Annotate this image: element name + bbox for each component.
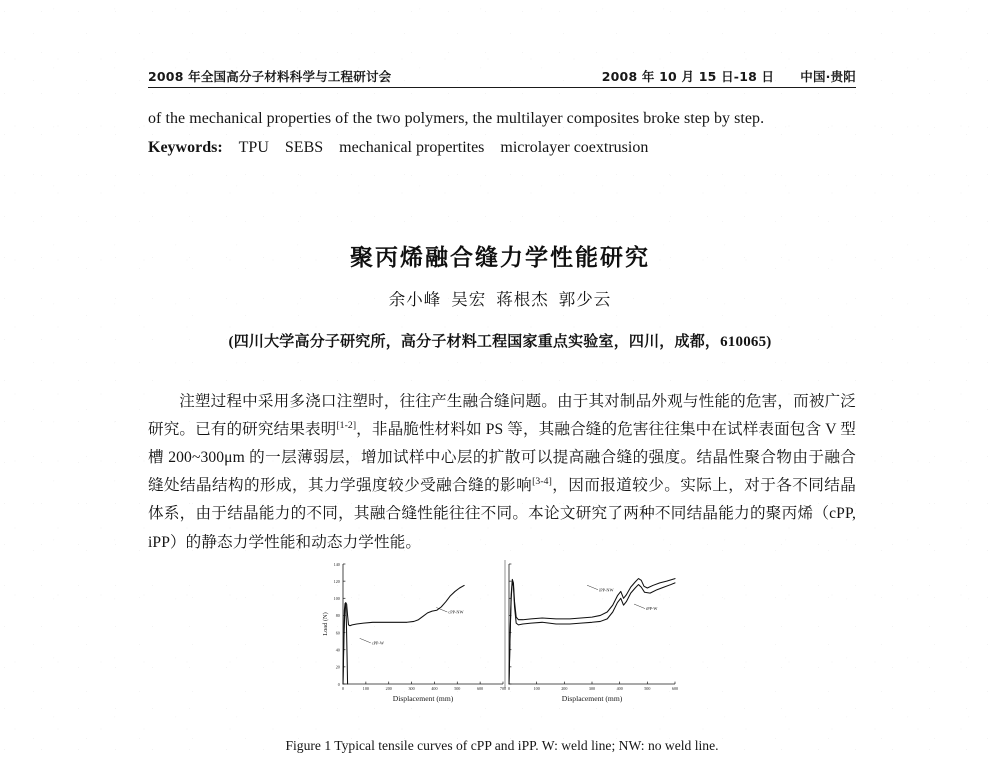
y-tick-label: 20 <box>335 664 340 670</box>
x-axis-label: Displacement (mm) <box>561 694 623 703</box>
page-title: 聚丙烯融合缝力学性能研究 <box>350 245 650 272</box>
chart-panel-right <box>508 564 678 703</box>
y-tick-label: 140 <box>333 561 340 567</box>
y-tick-label: 80 <box>335 613 340 619</box>
author-name: 余小峰 <box>388 290 442 309</box>
x-tick-label: 400 <box>431 686 438 692</box>
affiliation: (四川大学高分子研究所，高分子材料工程国家重点实验室，四川，成都，610065) <box>228 334 772 350</box>
body-text-run: 注塑过程中采用多浇口注塑时，往往产生融合缝问题。由于其对制品外观与性能的危害，而被广泛研究。已有的研究结果表明 <box>148 392 856 438</box>
x-tick-label: 600 <box>671 686 679 692</box>
tensile-curves-chart <box>313 556 688 721</box>
body-text-run: ，因而报道较少。实际上，对于各不同结晶体系，由于结晶能力的不同，其融合缝性能往往不同。本论文研究了两种不同结晶能力的聚丙烯（cPP, iPP）的静态力学性能和动态力学性能。 <box>148 477 856 551</box>
curve-annotation-cPP-W: cPP-W <box>371 640 384 646</box>
x-tick-label: 300 <box>408 686 415 692</box>
x-tick-label: 0 <box>341 686 345 692</box>
data-series-iPP-W <box>509 581 675 684</box>
x-tick-label: 500 <box>454 686 461 692</box>
x-tick-label: 200 <box>385 686 392 692</box>
header-date: 2008 年 10 月 15 日-18 日 <box>601 69 775 84</box>
data-series-cPP-NW <box>343 585 464 684</box>
author-list <box>0 286 1000 310</box>
x-axis-label: Displacement (mm) <box>392 694 454 703</box>
body-paragraph <box>148 388 856 557</box>
figure-caption: Figure 1 Typical tensile curves of cPP and iPP. W: weld line; NW: no weld line. <box>285 738 719 753</box>
header-location: 中国·贵阳 <box>800 69 856 84</box>
keyword-item: microlayer coextrusion <box>500 139 649 156</box>
keywords-label: Keywords: <box>148 139 223 156</box>
curve-annotation-cPP-NW: cPP-NW <box>448 609 464 615</box>
annotation-leader-line <box>587 585 598 590</box>
data-series-iPP-NW <box>509 579 675 684</box>
keyword-item: mechanical propertites <box>339 139 485 156</box>
y-tick-label: 120 <box>333 578 340 584</box>
x-tick-label: 200 <box>561 686 568 692</box>
keywords-line <box>148 137 854 159</box>
author-name: 郭少云 <box>558 290 612 309</box>
figure-1 <box>313 556 688 721</box>
y-tick-label: 0 <box>337 681 340 687</box>
body-text-run: ，非晶脆性材料如 PS 等，其融合缝的危害往往集中在试样表面包含 V 型槽 200~300μm 的一层薄弱层，增加试样中心层的扩散可以提高融合缝的强度。结晶性聚合物由于融合缝处结晶结构的形成，其力学强度较少受融合缝的影响 <box>148 420 856 495</box>
x-tick-label: 300 <box>588 686 596 692</box>
x-tick-label: 600 <box>477 686 484 692</box>
annotation-leader-line <box>634 604 645 609</box>
y-axis-label: Load (N) <box>322 612 329 636</box>
x-tick-label: 100 <box>533 686 540 692</box>
x-tick-label: 500 <box>644 686 651 692</box>
x-tick-label: 0 <box>507 686 511 692</box>
x-tick-label: 100 <box>362 686 369 692</box>
y-tick-label: 40 <box>335 647 340 653</box>
author-name: 蒋根杰 <box>496 290 549 309</box>
curve-annotation-iPP-W: iPP-W <box>646 606 658 612</box>
keyword-item: TPU <box>238 139 269 156</box>
running-header <box>148 60 856 88</box>
x-tick-label: 700 <box>499 686 507 692</box>
header-conference-name: 2008 年全国高分子材料科学与工程研讨会 <box>148 69 392 84</box>
x-tick-label: 400 <box>616 686 623 692</box>
chart-panel-left <box>322 562 506 703</box>
reference-marker: [1-2] <box>336 419 357 431</box>
annotation-leader-line <box>360 638 371 643</box>
y-tick-label: 100 <box>333 596 340 602</box>
header-right-group <box>602 67 856 85</box>
abstract-tail-line: of the mechanical properties of the two polymers, the multilayer composites broke step by step. <box>148 110 765 127</box>
curve-annotation-iPP-NW: iPP-NW <box>599 587 614 593</box>
reference-marker: [3-4] <box>532 476 552 488</box>
author-name: 吴宏 <box>451 290 487 309</box>
y-tick-label: 60 <box>335 630 340 636</box>
keyword-item: SEBS <box>284 139 324 156</box>
